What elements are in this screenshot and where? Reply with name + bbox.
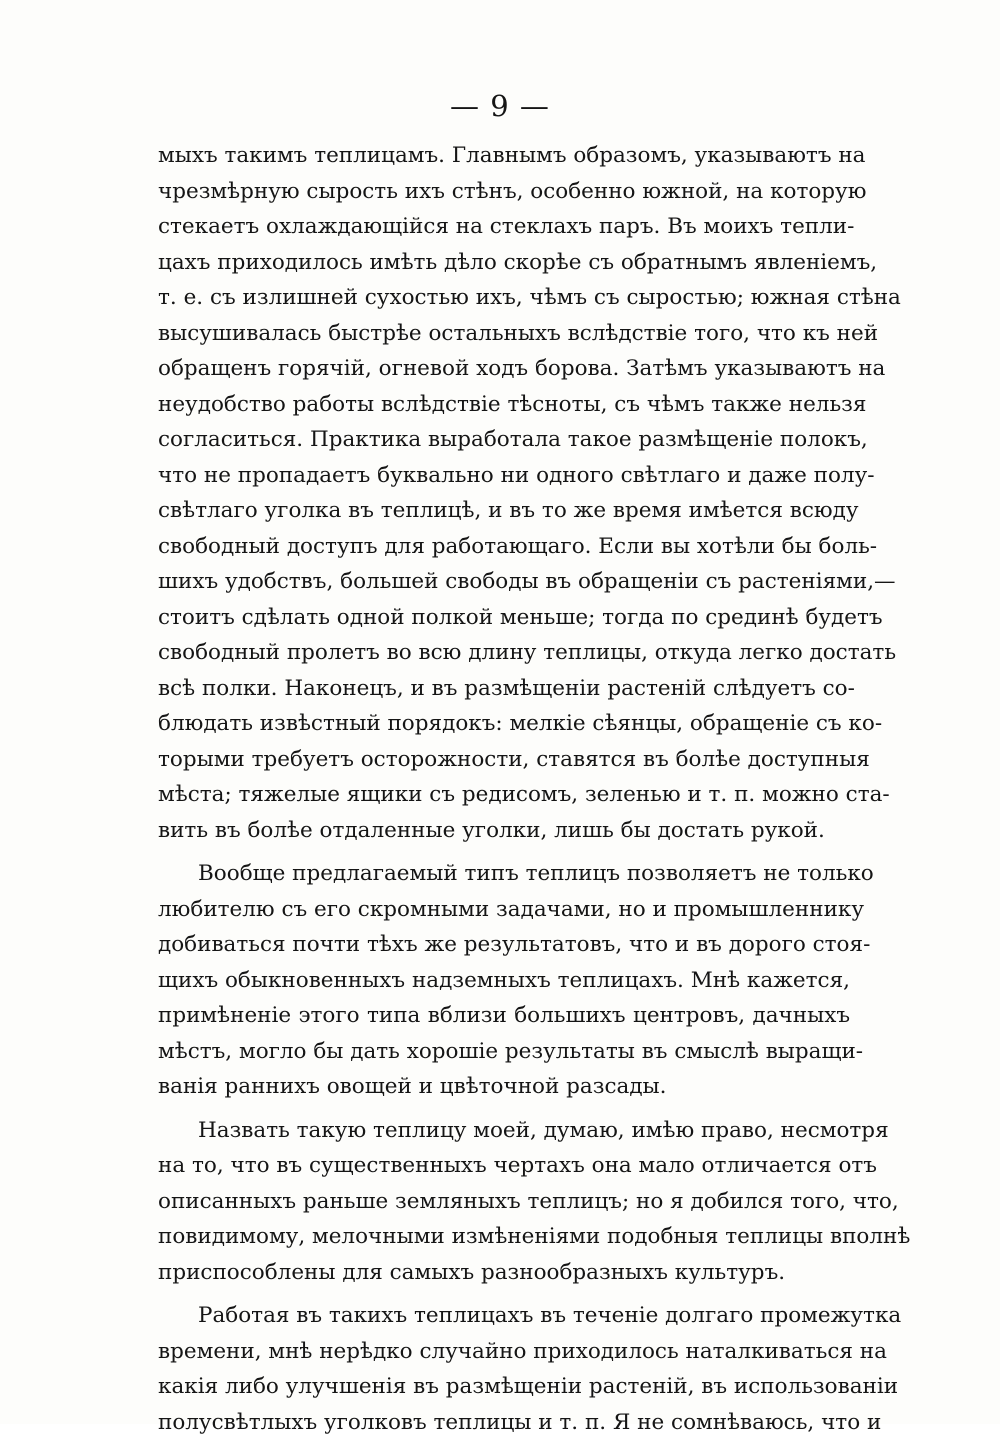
- text-line: торыми требуетъ осторожности, ставятся въ болѣе доступныя: [158, 742, 850, 778]
- text-line: мѣста; тяжелые ящики съ редисомъ, зеленью и т. п. можно ста-: [158, 777, 850, 813]
- text-line: полусвѣтлыхъ уголковъ теплицы и т. п. Я не сомнѣваюсь, что и: [158, 1405, 850, 1440]
- text-line: свободный пролетъ во всю длину теплицы, откуда легко достать: [158, 635, 850, 671]
- text-line: Вообще предлагаемый типъ теплицъ позволяетъ не только: [158, 856, 850, 892]
- text-line: стекаетъ охлаждающiйся на стеклахъ паръ. Въ моихъ тепли-: [158, 209, 850, 245]
- text-line: блюдать извѣстный порядокъ: мелкiе сѣянцы, обращенiе съ ко-: [158, 706, 850, 742]
- text-line: обращенъ горячiй, огневой ходъ борова. Затѣмъ указываютъ на: [158, 351, 850, 387]
- text-line: приспособлены для самыхъ разнообразныхъ культуръ.: [158, 1255, 850, 1291]
- text-line: времени, мнѣ нерѣдко случайно приходилось наталкиваться на: [158, 1334, 850, 1370]
- body-text: [158, 138, 850, 1440]
- text-line: Назвать такую теплицу моей, думаю, имѣю право, несмотря: [158, 1113, 850, 1149]
- text-line: повидимому, мелочными измѣненiями подобныя теплицы вполнѣ: [158, 1219, 850, 1255]
- text-line: чрезмѣрную сырость ихъ стѣнъ, особенно южной, на которую: [158, 174, 850, 210]
- text-line: согласиться. Практика выработала такое размѣщенiе полокъ,: [158, 422, 850, 458]
- paragraph: [158, 856, 850, 1105]
- text-line: на то, что въ существенныхъ чертахъ она мало отличается отъ: [158, 1148, 850, 1184]
- text-line: т. е. съ излишней сухостью ихъ, чѣмъ съ сыростью; южная стѣна: [158, 280, 850, 316]
- text-line: добиваться почти тѣхъ же результатовъ, что и въ дорого стоя-: [158, 927, 850, 963]
- text-line: вить въ болѣе отдаленные уголки, лишь бы достать рукой.: [158, 813, 850, 849]
- text-line: всѣ полки. Наконецъ, и въ размѣщенiи растенiй слѣдуетъ со-: [158, 671, 850, 707]
- paragraph: [158, 1298, 850, 1440]
- text-line: мыхъ такимъ теплицамъ. Главнымъ образомъ, указываютъ на: [158, 138, 850, 174]
- text-line: свѣтлаго уголка въ теплицѣ, и въ то же время имѣется всюду: [158, 493, 850, 529]
- text-line: описанныхъ раньше земляныхъ теплицъ; но я добился того, что,: [158, 1184, 850, 1220]
- text-line: стоитъ сдѣлать одной полкой меньше; тогда по срединѣ будетъ: [158, 600, 850, 636]
- text-line: шихъ удобствъ, большей свободы въ обращенiи съ растенiями,—: [158, 564, 850, 600]
- page-number: — 9 —: [0, 88, 1000, 124]
- text-line: какiя либо улучшенiя въ размѣщенiи растенiй, въ использованiи: [158, 1369, 850, 1405]
- text-line: цахъ приходилось имѣть дѣло скорѣе съ обратнымъ явленiемъ,: [158, 245, 850, 281]
- text-line: примѣненiе этого типа вблизи большихъ центровъ, дачныхъ: [158, 998, 850, 1034]
- text-line: Работая въ такихъ теплицахъ въ теченiе долгаго промежутка: [158, 1298, 850, 1334]
- paragraph: [158, 1113, 850, 1291]
- text-line: щихъ обыкновенныхъ надземныхъ теплицахъ. Мнѣ кажется,: [158, 963, 850, 999]
- text-line: высушивалась быстрѣе остальныхъ вслѣдствiе того, что къ ней: [158, 316, 850, 352]
- paragraph-gap: [158, 1105, 850, 1113]
- paragraph: [158, 138, 850, 848]
- text-line: ванiя раннихъ овощей и цвѣточной разсады.: [158, 1069, 850, 1105]
- text-line: свободный доступъ для работающаго. Если вы хотѣли бы боль-: [158, 529, 850, 565]
- text-line: неудобство работы вслѣдствiе тѣсноты, съ чѣмъ также нельзя: [158, 387, 850, 423]
- paragraph-gap: [158, 848, 850, 856]
- paragraph-gap: [158, 1290, 850, 1298]
- text-line: мѣстъ, могло бы дать хорошiе результаты въ смыслѣ выращи-: [158, 1034, 850, 1070]
- text-line: любителю съ его скромными задачами, но и промышленнику: [158, 892, 850, 928]
- text-line: что не пропадаетъ буквально ни одного свѣтлаго и даже полу-: [158, 458, 850, 494]
